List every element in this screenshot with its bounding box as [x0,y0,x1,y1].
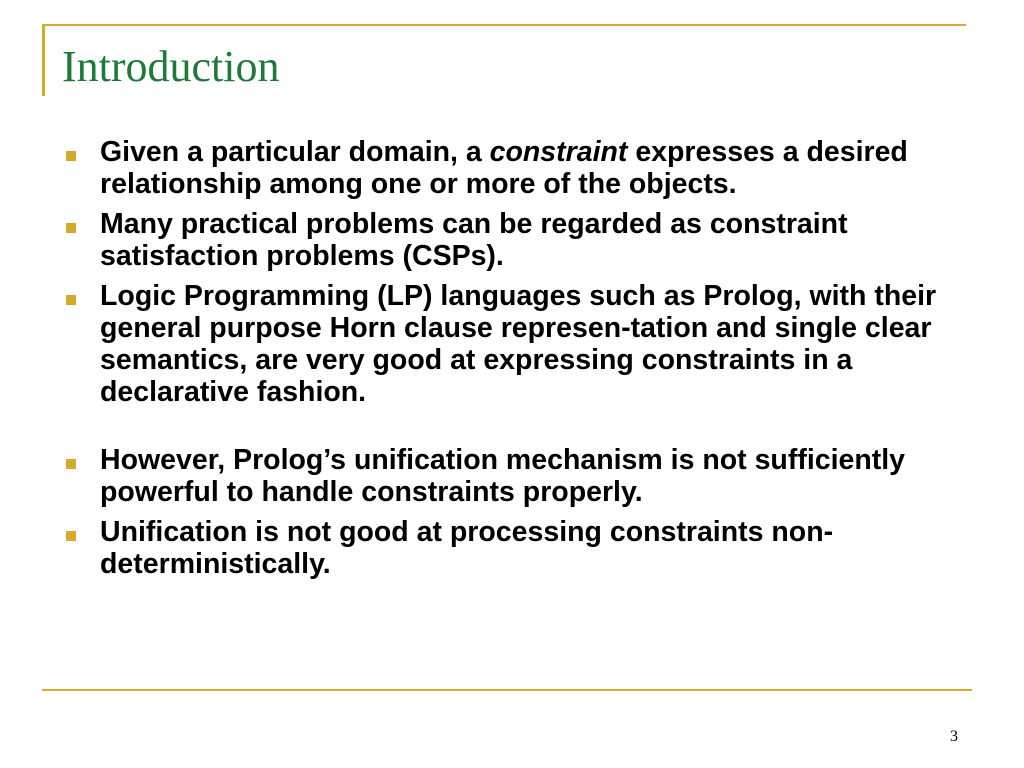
bullet-text: Logic Programming (LP) languages such as Prolog, with their general purpose Horn clause represen-tation and single clear semantics, are very good at expressing constraints in a declarative fashion. [100,280,937,408]
bullet-item [62,444,962,508]
bullet-item [62,516,962,580]
top-accent-rule [42,24,966,26]
bullet-text-before: Given a particular domain, a [100,136,490,168]
bullet-emphasis: constraint [489,136,628,168]
square-bullet-icon [66,531,76,541]
bullet-text-after: expresses a desired relationship among one or more of the objects. [100,136,908,200]
bullet-list [62,136,962,588]
bullet-item [62,208,962,272]
square-bullet-icon [66,151,76,161]
bullet-item [62,136,962,200]
bullet-text: However, Prolog’s unification mechanism is not sufficiently powerful to handle constraints properly. [100,444,906,508]
square-bullet-icon [66,223,76,233]
bullet-text: Unification is not good at processing constraints non-deterministically. [100,516,834,580]
page-number: 3 [950,728,958,745]
bullet-item [62,280,962,408]
slide-title: Introduction [62,42,280,91]
bullet-text: Many practical problems can be regarded as constraint satisfaction problems (CSPs). [100,208,848,272]
square-bullet-icon [66,459,76,469]
bottom-divider [42,689,972,691]
square-bullet-icon [66,295,76,305]
title-accent-vertical-rule [42,24,45,96]
